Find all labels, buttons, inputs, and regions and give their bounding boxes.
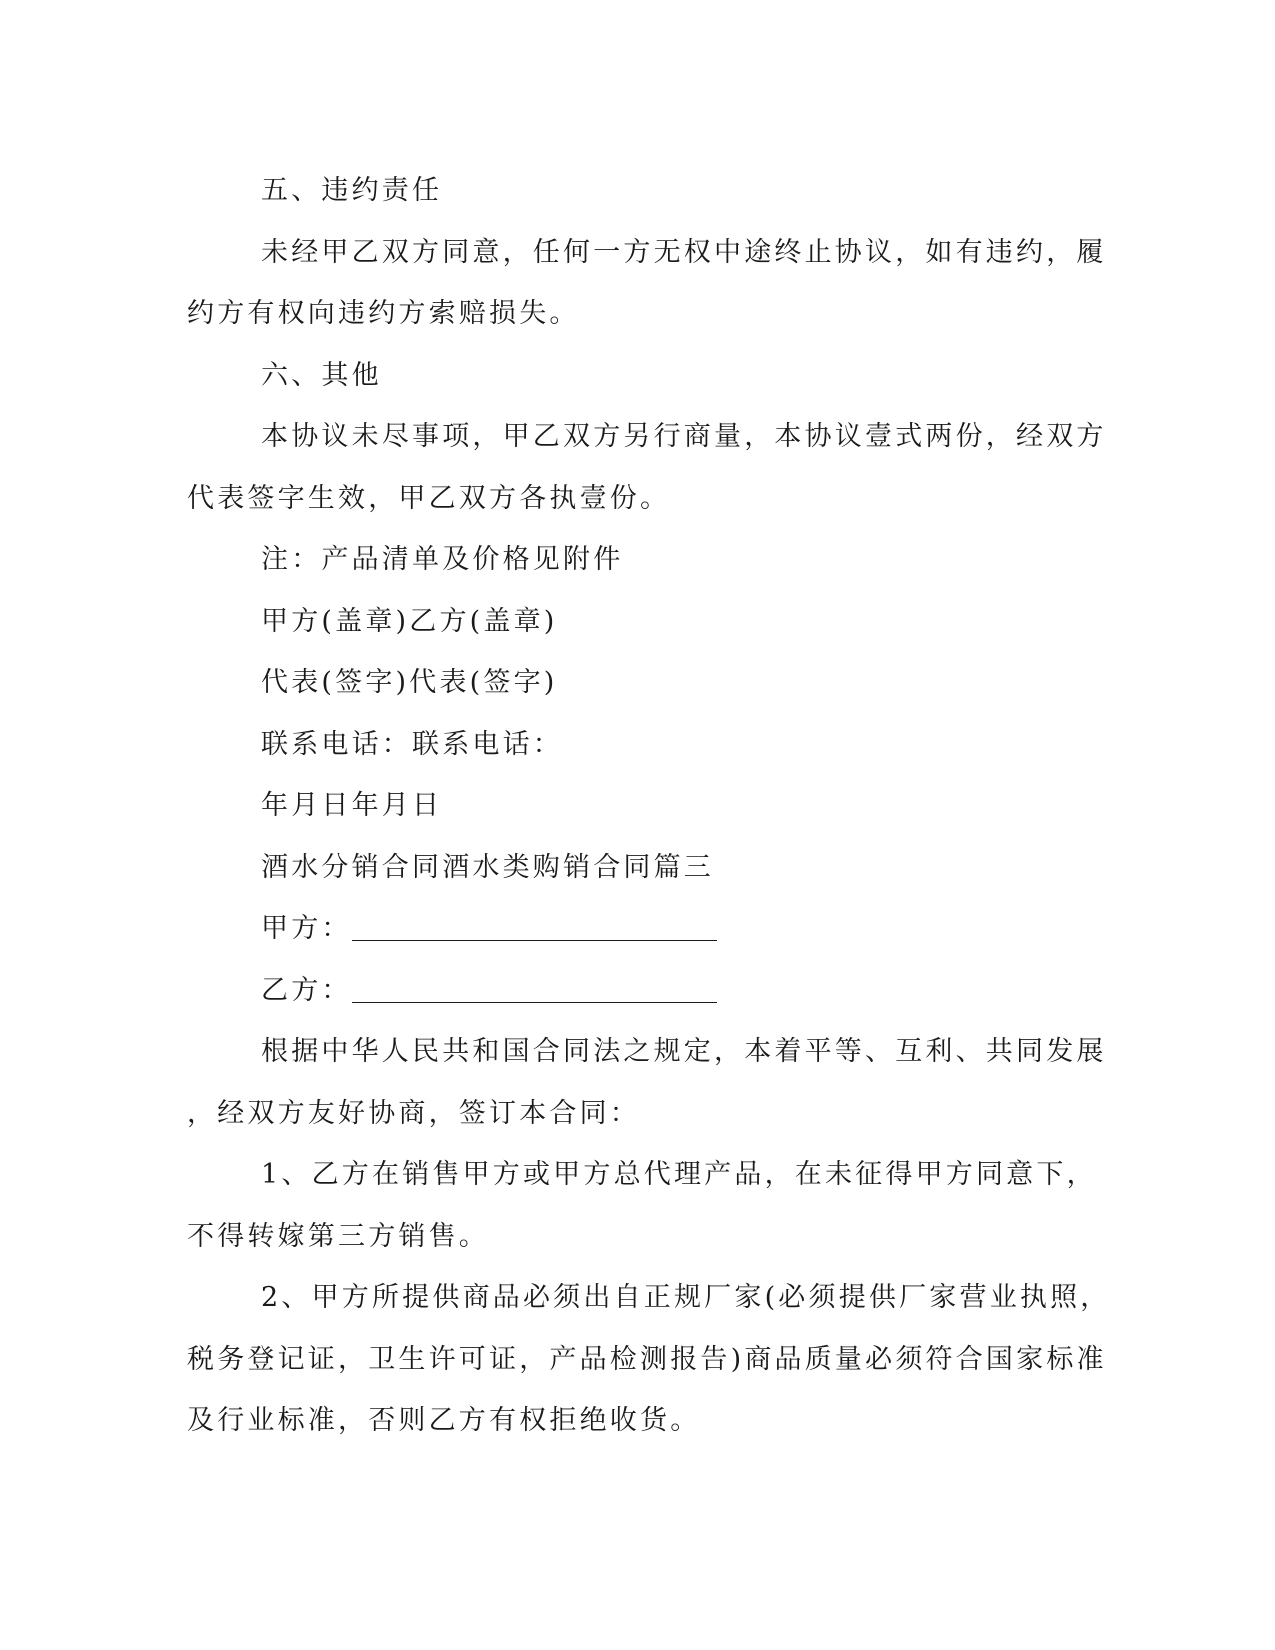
- paragraph-line: 本协议未尽事项，甲乙双方另行商量，本协议壹式两份，经双方: [261, 421, 1107, 452]
- party-a-blank: [352, 913, 717, 941]
- seal-line: 甲方(盖章)乙方(盖章): [261, 605, 558, 637]
- note-line: 注：产品清单及价格见附件: [261, 544, 624, 575]
- contract-title: 酒水分销合同酒水类购销合同篇三: [261, 851, 714, 883]
- clause-2-line: 及行业标准，否则乙方有权拒绝收货。: [187, 1405, 701, 1436]
- party-a-field: [187, 898, 1075, 960]
- section-heading-other: 六、其他: [261, 359, 382, 391]
- party-a-label: 甲方：: [261, 913, 352, 944]
- clause-2-line: 税务登记证，卫生许可证，产品检测报告)商品质量必须符合国家标准: [187, 1343, 1107, 1375]
- paragraph-line: 未经甲乙双方同意，任何一方无权中途终止协议，如有违约，履: [261, 236, 1107, 268]
- document-body: [187, 160, 1111, 1452]
- paragraph-line: 约方有权向违约方索赔损失。: [187, 298, 580, 329]
- paragraph-line: 根据中华人民共和国合同法之规定，本着平等、互利、共同发展: [261, 1036, 1107, 1067]
- party-b-field: [187, 960, 1075, 1022]
- party-b-label: 乙方：: [261, 974, 352, 1006]
- clause-1-line: 1、乙方在销售甲方或甲方总代理产品，在未征得甲方同意下，: [261, 1159, 1097, 1190]
- clause-2-line: 2、甲方所提供商品必须出自正规厂家(必须提供厂家营业执照，: [261, 1282, 1111, 1313]
- date-line: 年月日年月日: [261, 790, 443, 821]
- section-heading-breach: 五、违约责任: [261, 175, 443, 206]
- paragraph-line: 代表签字生效，甲乙双方各执壹份。: [187, 482, 671, 514]
- clause-1-line: 不得转嫁第三方销售。: [187, 1220, 489, 1252]
- party-b-blank: [352, 975, 717, 1003]
- phone-line: 联系电话：联系电话：: [261, 728, 563, 760]
- signature-line: 代表(签字)代表(签字): [261, 667, 558, 698]
- paragraph-line: ，经双方友好协商，签订本合同：: [187, 1097, 640, 1129]
